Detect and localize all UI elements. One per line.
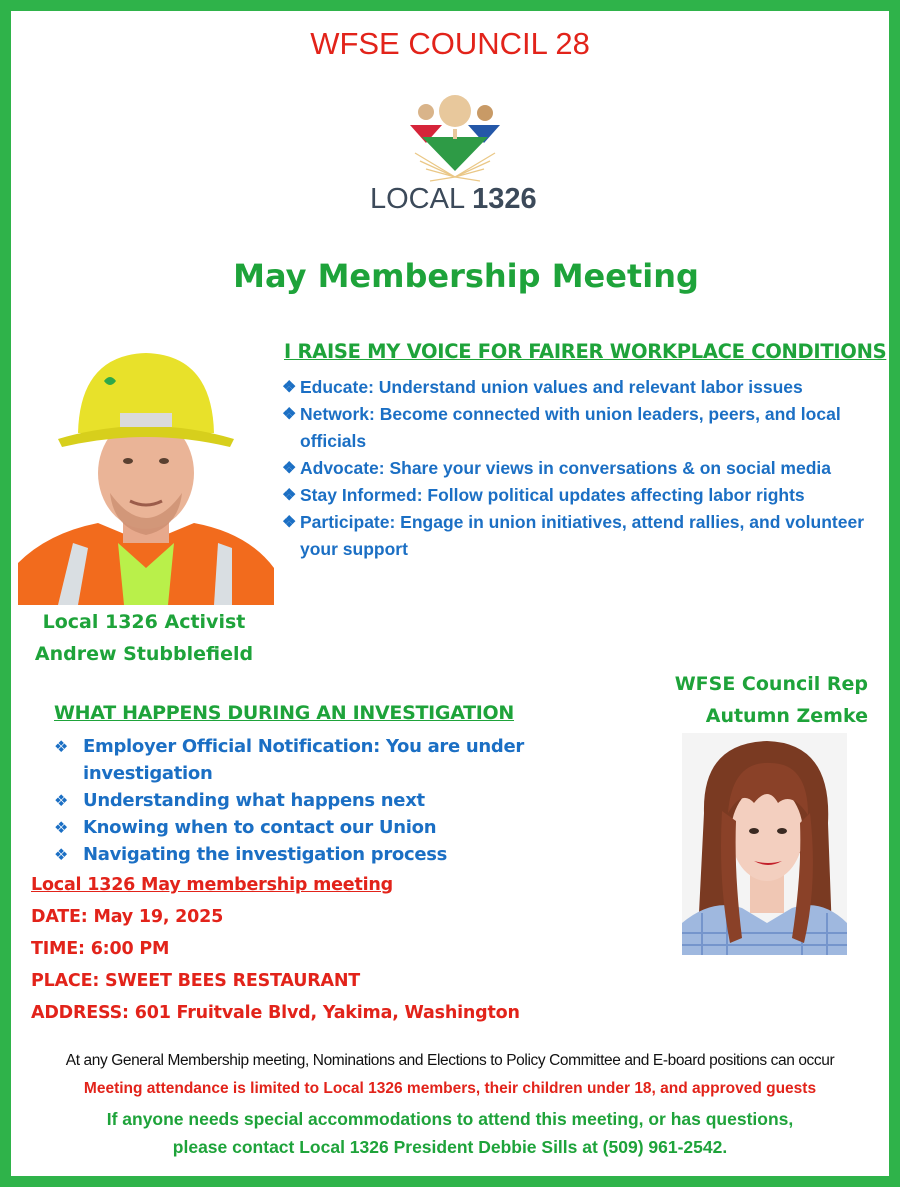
- andrew-stubblefield-photo: [18, 343, 274, 605]
- diamond-bullet-icon: ❖: [54, 737, 69, 756]
- accommodations-note: [0, 1105, 900, 1161]
- diamond-bullet-icon: ❖: [282, 379, 297, 396]
- diamond-bullet-icon: ❖: [282, 406, 297, 423]
- meeting-details: [31, 869, 631, 1029]
- accommodations-line-1: If anyone needs special accommodations to attend this meeting, or has questions,: [106, 1109, 794, 1129]
- council-rep-title: WFSE Council Rep: [674, 673, 868, 695]
- investigation-heading: WHAT HAPPENS DURING AN INVESTIGATION: [54, 702, 515, 724]
- council-title: WFSE COUNCIL 28: [310, 26, 590, 61]
- list-item: ❖ Educate: Understand union values and relevant labor issues: [282, 374, 882, 401]
- logo-word-local: LOCAL: [370, 183, 465, 215]
- meeting-title: May Membership Meeting: [233, 257, 699, 295]
- diamond-bullet-icon: ❖: [54, 791, 69, 810]
- list-item: ❖ Stay Informed: Follow political updates affecting labor rights: [282, 482, 882, 509]
- activist-title: Local 1326 Activist: [42, 611, 246, 633]
- diamond-bullet-icon: ❖: [54, 845, 69, 864]
- list-item: ❖ Understanding what happens next: [54, 787, 654, 814]
- diamond-bullet-icon: ❖: [282, 460, 297, 477]
- meeting-time: TIME: 6:00 PM: [31, 939, 170, 959]
- list-item: ❖ Advocate: Share your views in conversations & on social media: [282, 455, 882, 482]
- attendance-note: Meeting attendance is limited to Local 1326 members, their children under 18, and approved guests: [83, 1080, 817, 1097]
- logo-number: 1326: [472, 183, 537, 215]
- list-item: ❖ Knowing when to contact our Union: [54, 814, 654, 841]
- voice-list: [282, 374, 882, 563]
- diamond-bullet-icon: ❖: [282, 514, 297, 531]
- voice-heading: I RAISE MY VOICE FOR FAIRER WORKPLACE CONDITIONS: [284, 340, 887, 363]
- meeting-address: ADDRESS: 601 Fruitvale Blvd, Yakima, Washington: [31, 1003, 520, 1023]
- list-item: ❖ Navigating the investigation process: [54, 841, 654, 868]
- accommodations-line-2: please contact Local 1326 President Debbie Sills at (509) 961-2542.: [172, 1137, 728, 1157]
- details-heading: Local 1326 May membership meeting: [31, 875, 394, 895]
- list-item: ❖ Network: Become connected with union leaders, peers, and local officials: [282, 401, 882, 455]
- diamond-bullet-icon: ❖: [54, 818, 69, 837]
- investigation-list: [54, 733, 654, 868]
- activist-name: Andrew Stubblefield: [34, 643, 254, 665]
- list-item: ❖ Employer Official Notification: You are under investigation: [54, 733, 654, 787]
- list-item: ❖ Participate: Engage in union initiatives, attend rallies, and volunteer your support: [282, 509, 882, 563]
- logo-wordmark: [370, 183, 537, 216]
- diamond-bullet-icon: ❖: [282, 487, 297, 504]
- autumn-zemke-photo: [682, 733, 847, 955]
- meeting-place: PLACE: SWEET BEES RESTAURANT: [31, 971, 361, 991]
- council-rep-caption: [650, 668, 888, 732]
- council-rep-name: Autumn Zemke: [705, 705, 868, 727]
- meeting-date: DATE: May 19, 2025: [31, 907, 224, 927]
- general-membership-note: At any General Membership meeting, Nominations and Elections to Policy Committee and E-board positions can occur: [65, 1052, 835, 1069]
- activist-caption: [10, 606, 278, 670]
